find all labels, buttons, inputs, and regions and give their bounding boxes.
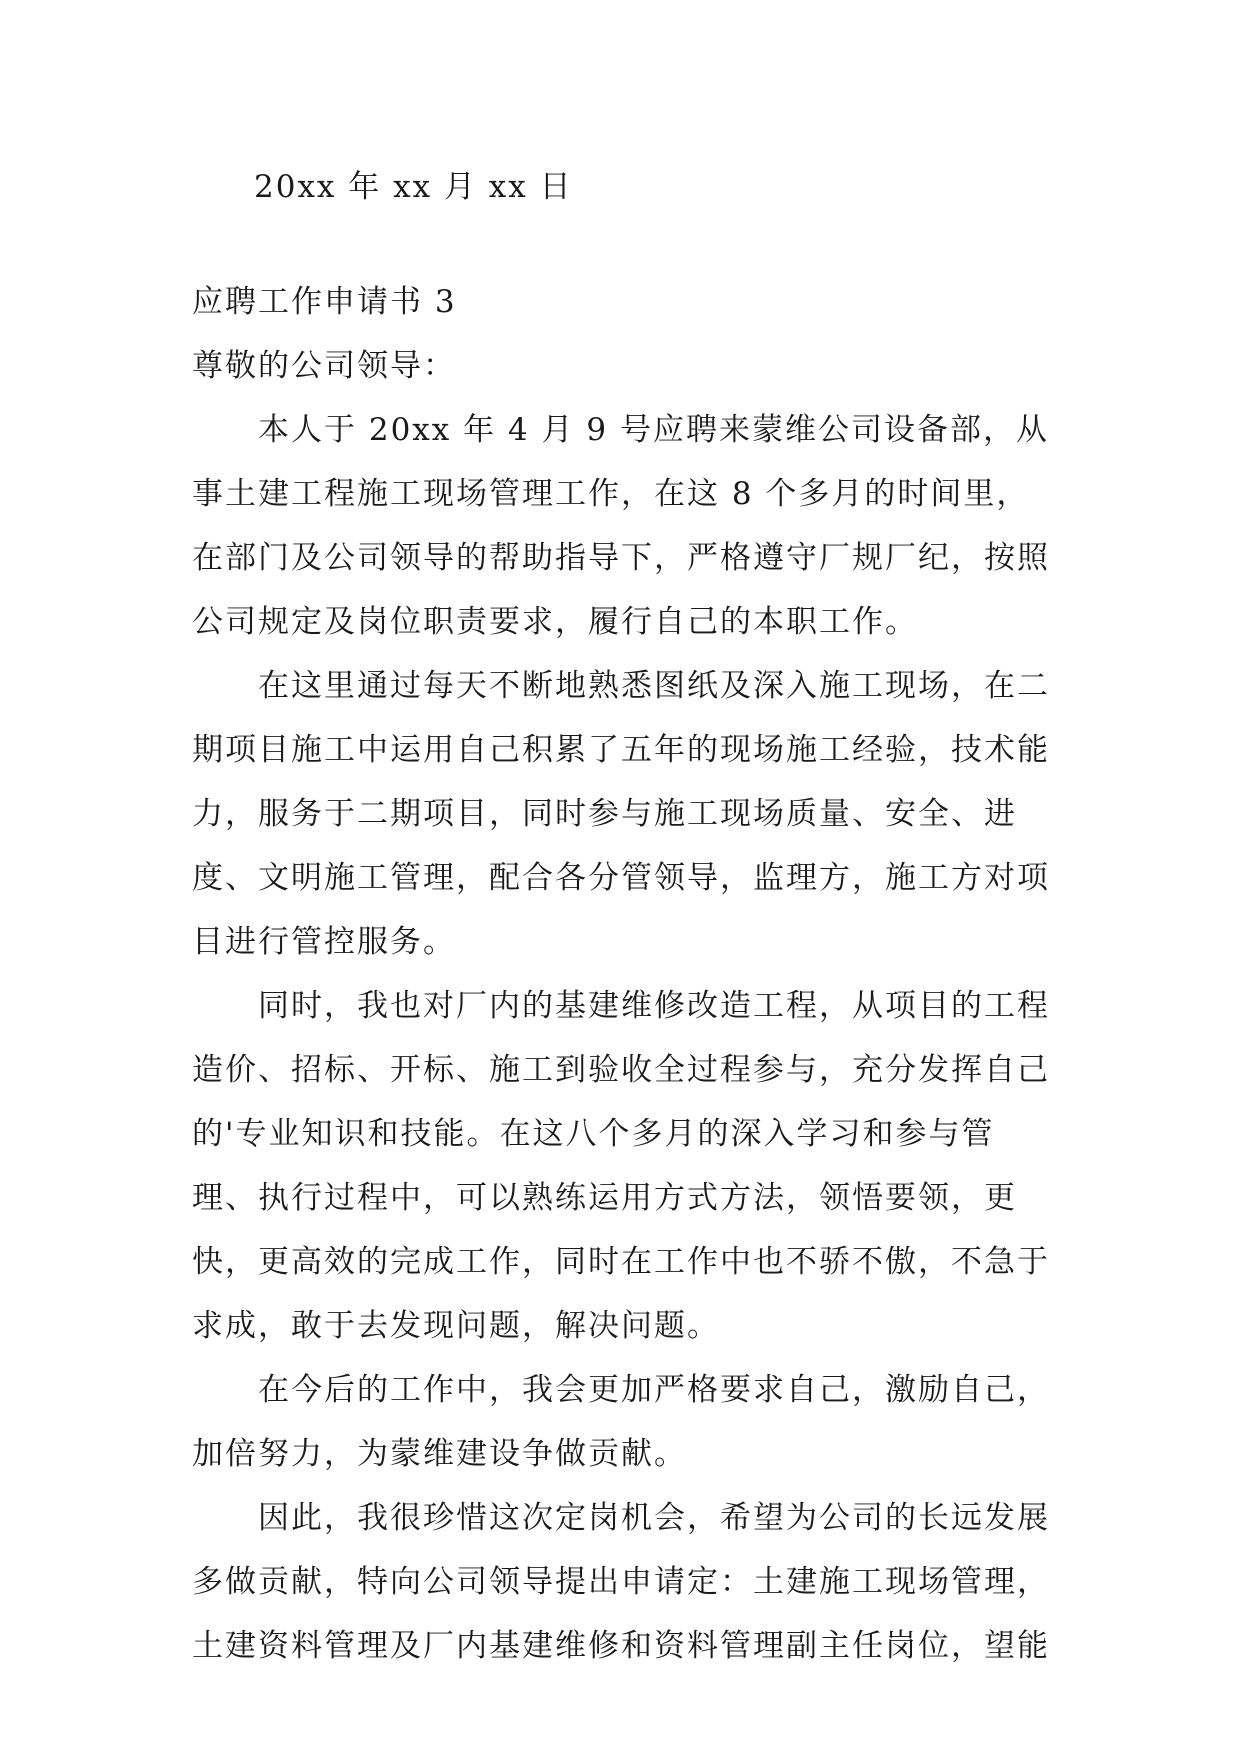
paragraph-1: 本人于 20xx 年 4 月 9 号应聘来蒙维公司设备部，从事土建工程施工现场管理工作，在这 8 个多月的时间里，在部门及公司领导的帮助指导下，严格遵守厂规厂纪，按照公司规定及岗位职责要求，履行自己的本职工作。 <box>192 412 1050 640</box>
paragraph-2: 在这里通过每天不断地熟悉图纸及深入施工现场，在二期项目施工中运用自己积累了五年的现场施工经验，技术能力，服务于二期项目，同时参与施工现场质量、安全、进度、文明施工管理，配合各分管领导，监理方，施工方对项目进行管控服务。 <box>192 668 1050 960</box>
salutation: 尊敬的公司领导： <box>192 348 456 384</box>
date-line: 20xx 年 xx 月 xx 日 <box>254 169 573 205</box>
paragraph-3: 同时，我也对厂内的基建维修改造工程，从项目的工程造价、招标、开标、施工到验收全过程参与，充分发挥自己的'专业知识和技能。在这八个多月的深入学习和参与管理、执行过程中，可以熟练运用方式方法，领悟要领，更快，更高效的完成工作，同时在工作中也不骄不傲，不急于求成，敢于去发现问题，解决问题。 <box>192 988 1050 1344</box>
paragraph-5: 因此，我很珍惜这次定岗机会，希望为公司的长远发展多做贡献，特向公司领导提出申请定：土建施工现场管理，土建资料管理及厂内基建维修和资料管理副主任岗位，望能 <box>192 1500 1050 1664</box>
paragraph-4: 在今后的工作中，我会更加严格要求自己，激励自己，加倍努力，为蒙维建设争做贡献。 <box>192 1372 1050 1472</box>
body-text <box>192 398 1050 1678</box>
document-title: 应聘工作申请书 3 <box>192 284 457 320</box>
